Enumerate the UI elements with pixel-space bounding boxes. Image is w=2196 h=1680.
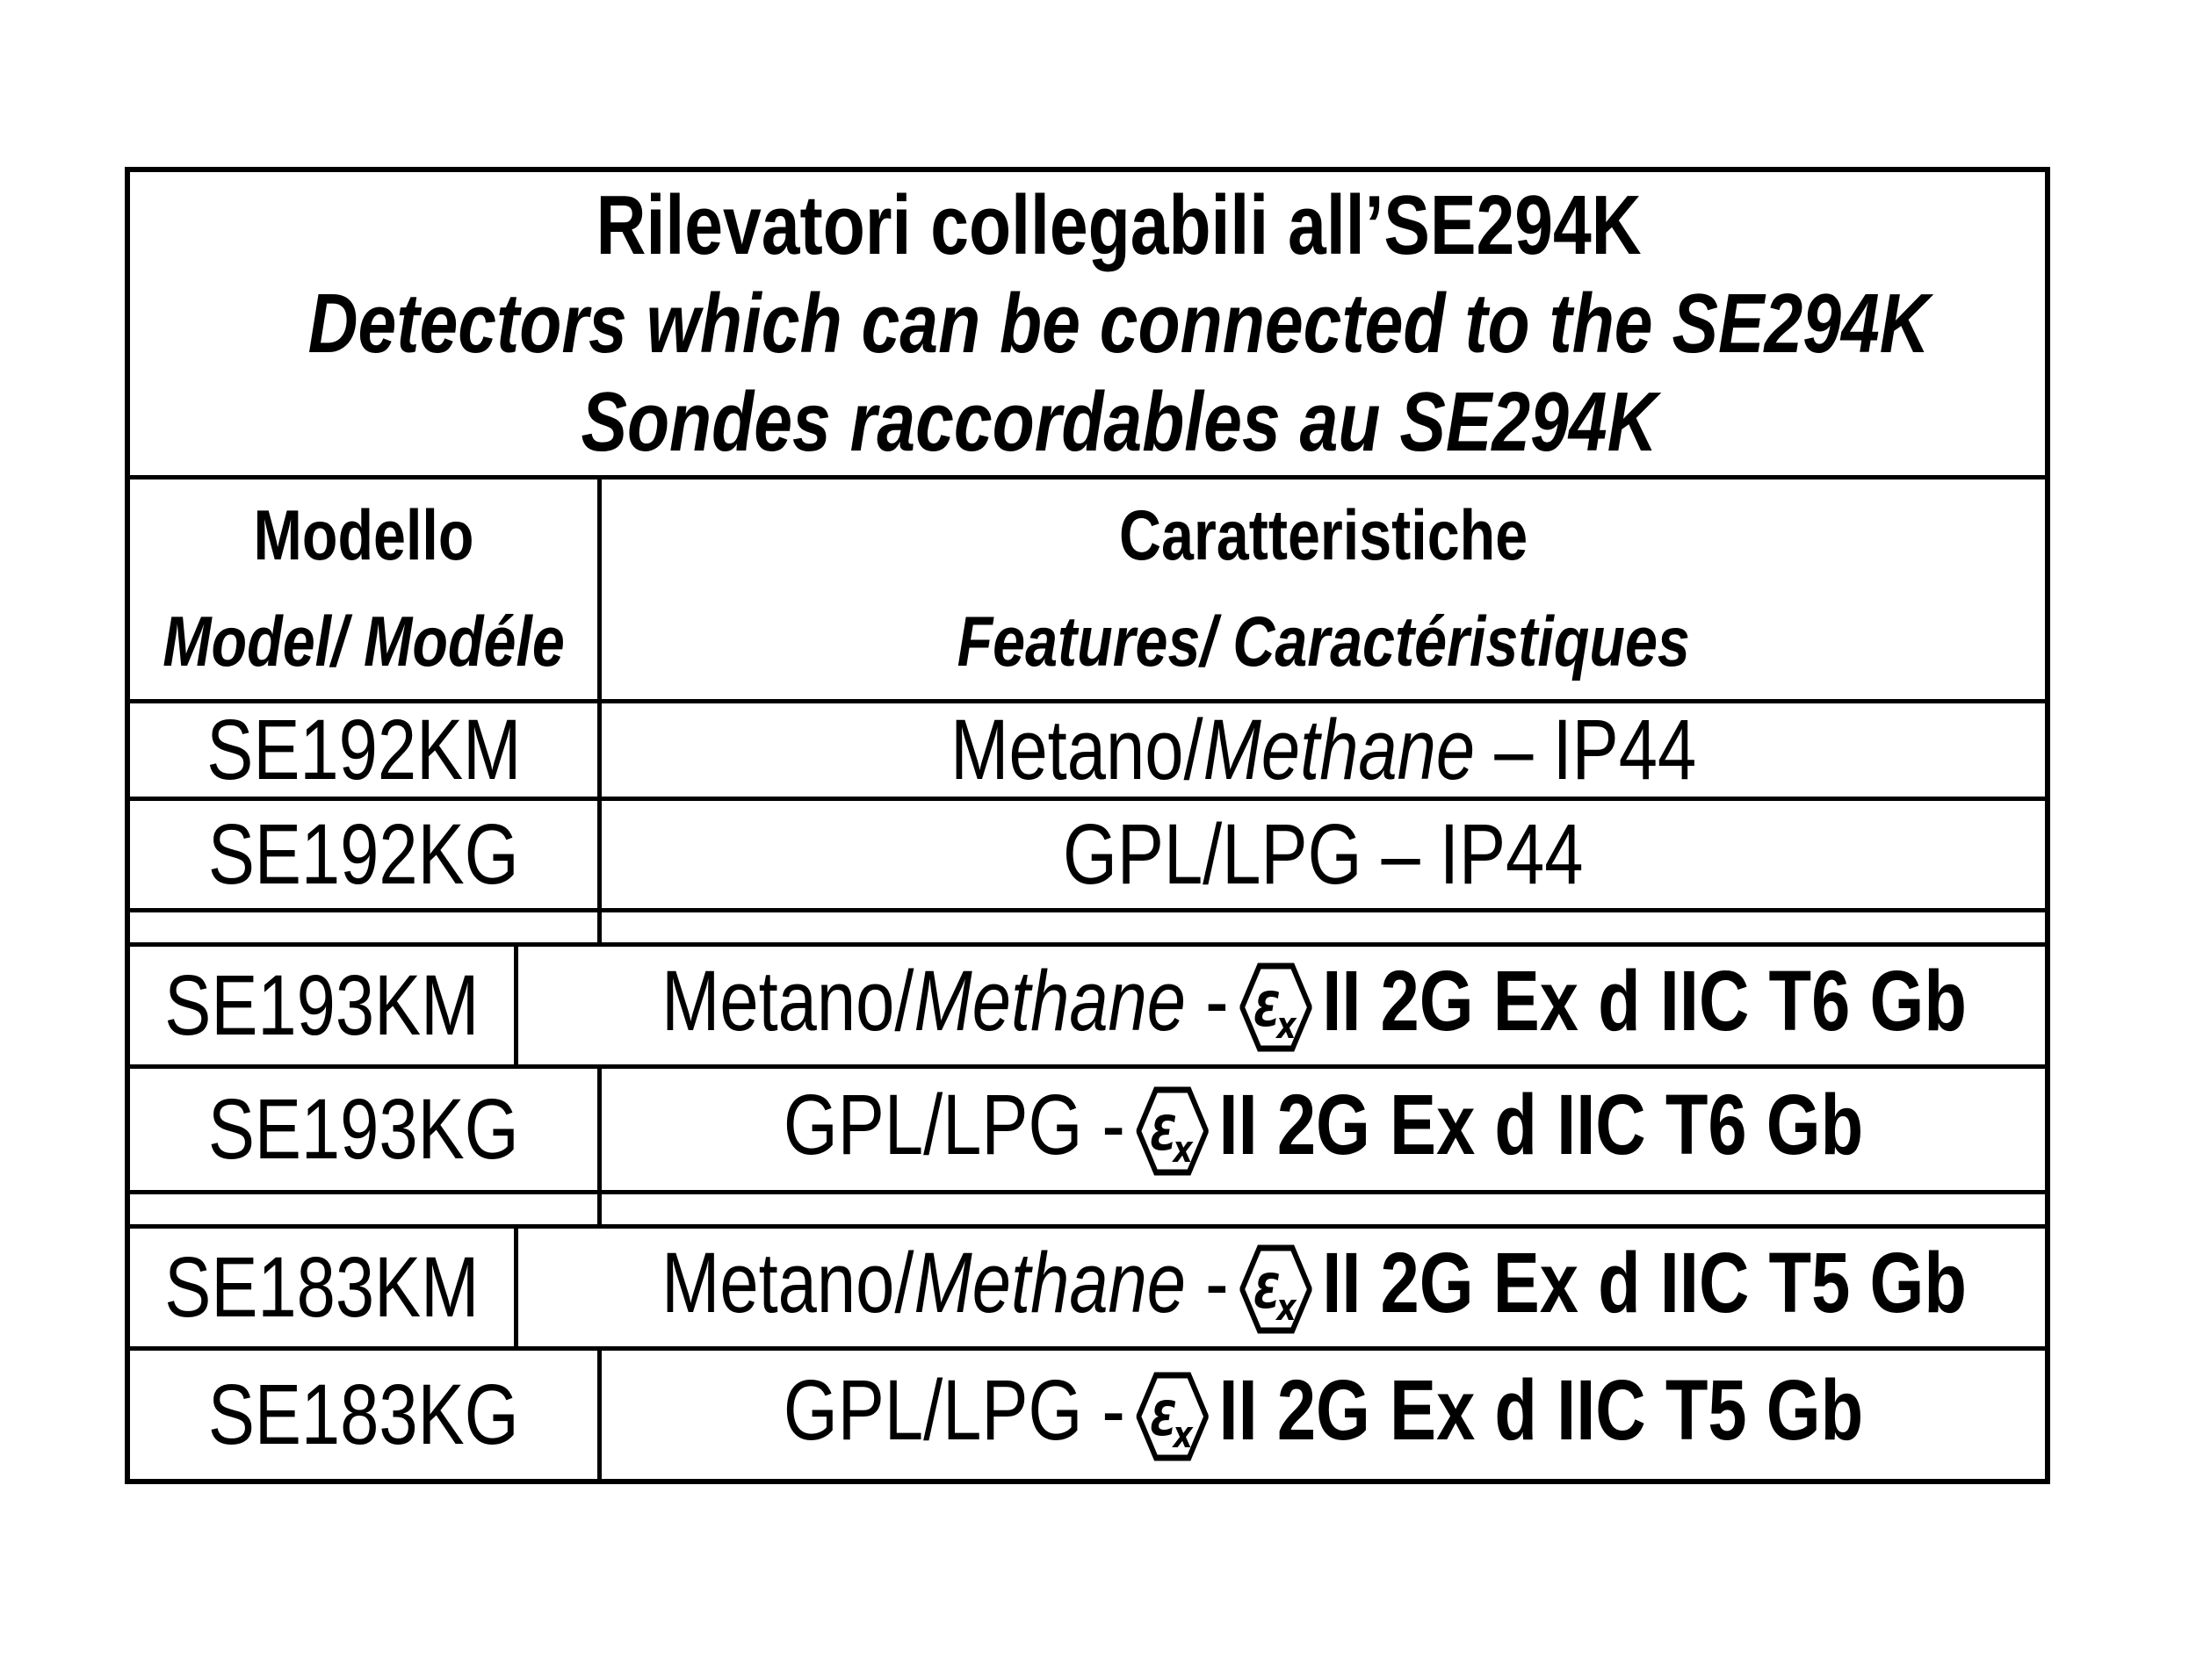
atex-ex-icon [1137, 1084, 1209, 1179]
table-row [130, 1064, 2045, 1190]
features-cell: Metano/Methane – IP44 [950, 702, 1697, 798]
model-cell: SE193KG [130, 1069, 602, 1190]
features-cell: GPL/LPG - Ɛ x II 2G Ex d IIC T6 Gb [602, 1069, 2045, 1190]
header-features-cell [602, 479, 2045, 699]
header-model-translations: Model/ Modéle [163, 602, 565, 681]
model-cell: SE192KM [130, 703, 602, 797]
title-italian: Rilevatori collegabili all’SE294K [596, 177, 1642, 272]
model-cell: SE183KG [130, 1351, 602, 1479]
title-french: Sondes raccordables au SE294K [581, 374, 1658, 469]
title-english: Detectors which can be connected to the SE294K [307, 276, 1930, 371]
table-header-row [130, 475, 2045, 699]
detectors-table [125, 167, 2050, 1484]
table-title-row [130, 172, 2045, 475]
features-cell: Metano/Methane - Ɛ x II 2G Ex d IIC T5 Gb [518, 1229, 2110, 1346]
table-row [130, 1224, 2045, 1346]
spacer-cell [602, 912, 2045, 942]
header-model-cell [130, 479, 602, 699]
atex-ex-icon [1137, 1369, 1209, 1464]
spacer-row [130, 908, 2045, 942]
table-row [130, 1346, 2045, 1479]
model-cell: SE192KG [130, 801, 602, 908]
svg-text:Ɛ: Ɛ [1253, 1263, 1281, 1320]
svg-text:x: x [1173, 1128, 1193, 1172]
svg-text:x: x [1276, 1286, 1297, 1330]
model-cell: SE193KM [130, 947, 518, 1064]
spacer-row [130, 1190, 2045, 1224]
svg-text:Ɛ: Ɛ [1150, 1390, 1178, 1447]
features-cell: GPL/LPG – IP44 [1063, 806, 1584, 903]
svg-text:Ɛ: Ɛ [1253, 981, 1281, 1038]
atex-ex-icon [1240, 960, 1312, 1055]
header-features-italian: Caratteristiche [1118, 496, 1528, 575]
svg-text:Ɛ: Ɛ [1150, 1105, 1178, 1162]
atex-ex-icon [1240, 1242, 1312, 1337]
table-row [130, 699, 2045, 797]
header-features-translations: Features/ Caractéristiques [957, 602, 1690, 681]
header-model-italian: Modello [253, 496, 474, 575]
features-cell: GPL/LPG - Ɛ x II 2G Ex d IIC T5 Gb [602, 1351, 2045, 1479]
table-row [130, 942, 2045, 1064]
features-cell: Metano/Methane - Ɛ x II 2G Ex d IIC T6 Gb [518, 947, 2110, 1064]
table-row [130, 797, 2045, 908]
svg-text:x: x [1276, 1004, 1297, 1049]
spacer-cell [602, 1194, 2045, 1224]
table-title-cell [130, 172, 2107, 475]
spacer-cell [130, 912, 602, 942]
model-cell: SE183KM [130, 1229, 518, 1346]
spacer-cell [130, 1194, 602, 1224]
svg-text:x: x [1173, 1413, 1193, 1458]
